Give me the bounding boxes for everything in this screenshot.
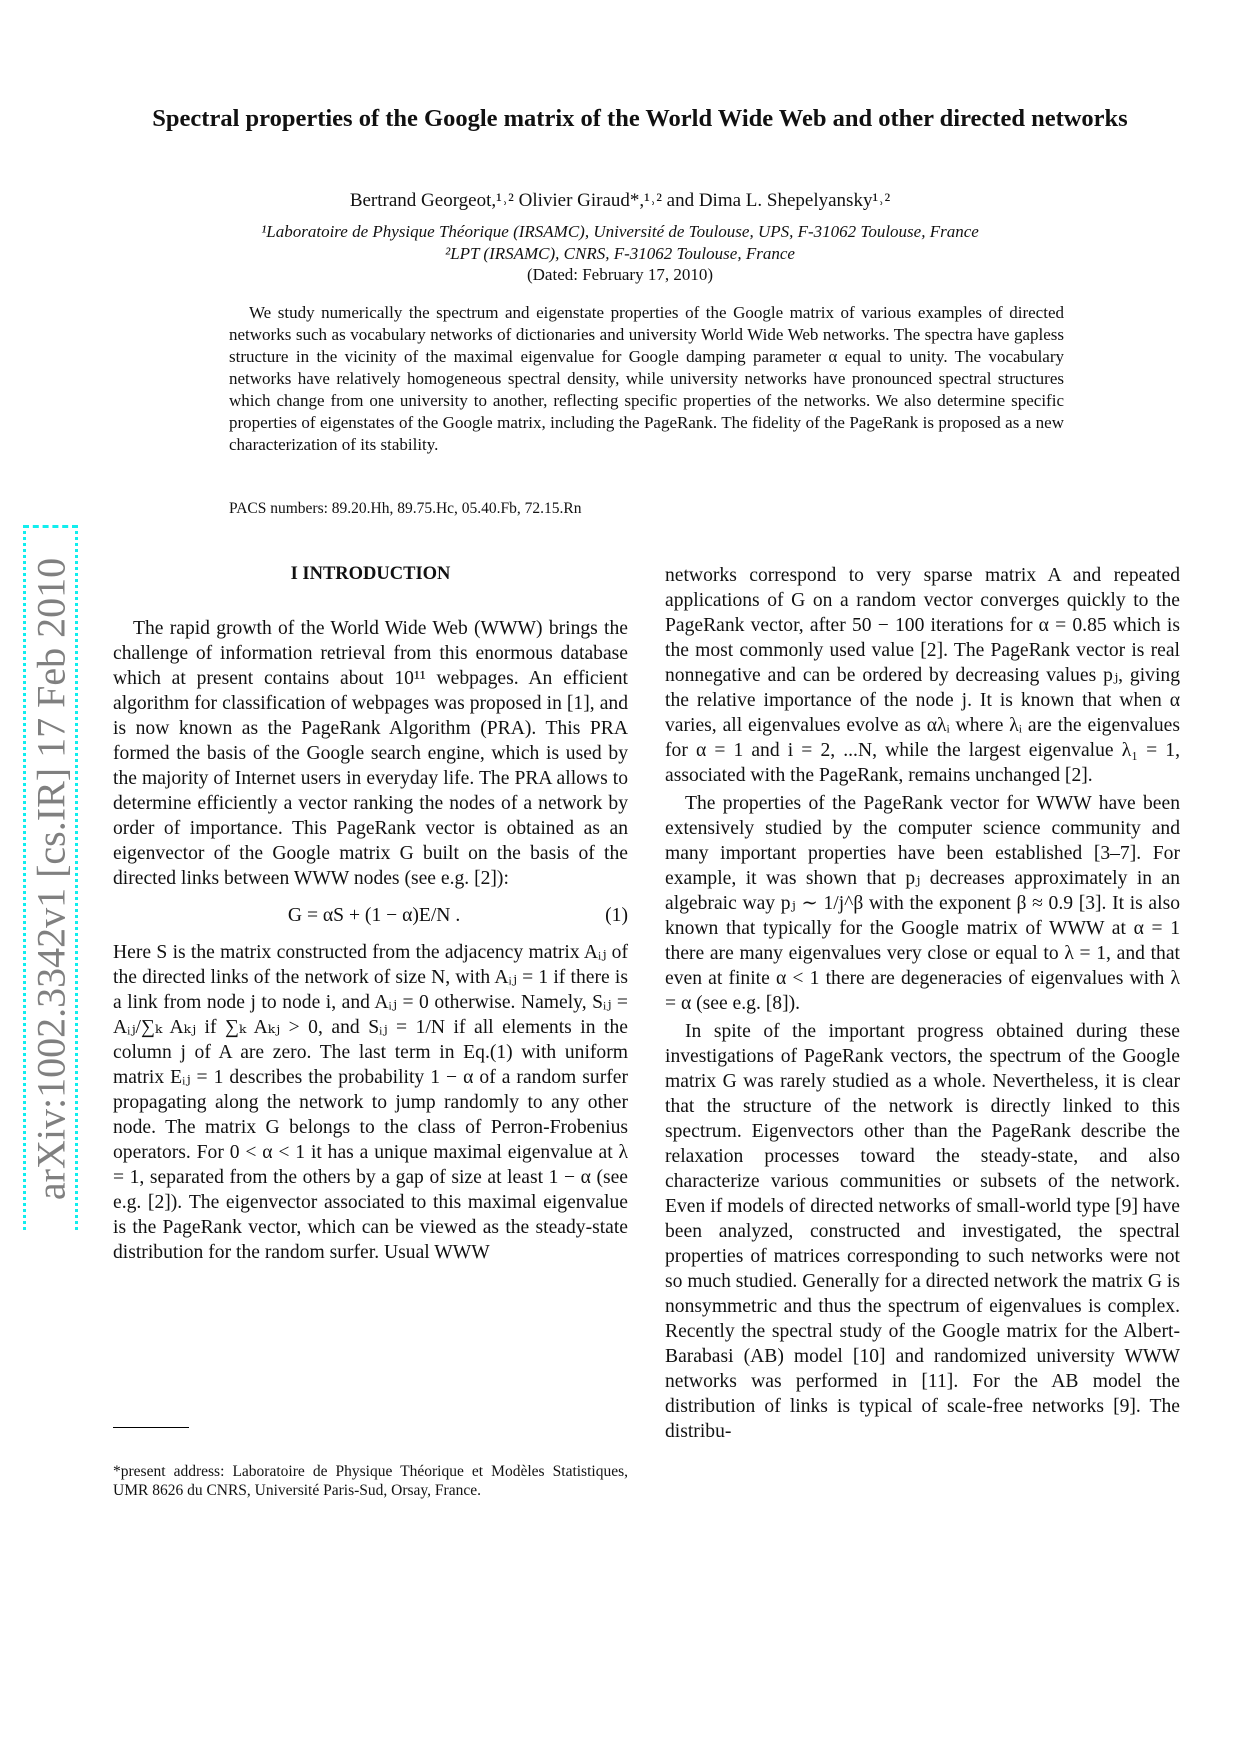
dated: (Dated: February 17, 2010) — [526, 265, 713, 284]
footnote: *present address: Laboratoire de Physique Théorique et Modèles Statistiques, UMR 8626 du CNRS, Université Paris-Sud, Orsay, France. — [113, 1463, 628, 1499]
equation-formula: G = αS + (1 − α)E/N . — [287, 905, 461, 926]
paper-title: Spectral properties of the Google matrix of the World Wide Web and other directed networks — [152, 105, 1128, 132]
paragraph: The rapid growth of the World Wide Web (WWW) brings the challenge of information retrieval from this enormous database which at present contains about 10¹¹ webpages. An efficient algorithm for classification of webpages was proposed in [1], and is now known as the PageRank Algorithm (PRA). This PRA formed the basis of the Google search engine, which is used by the majority of Internet users in everyday life. The PRA allows to determine efficiently a vector ranking the nodes of a network by order of importance. This PageRank vector is obtained as an eigenvector of the Google matrix G built on the basis of the directed links between WWW nodes (see e.g. [2]): — [113, 618, 628, 889]
paragraph: In spite of the important progress obtained during these investigations of PageRank vectors, the spectrum of the Google matrix G was rarely studied as a whole. Nevertheless, it is clear that the structure of the network is directly linked to this spectrum. Eigenvectors other than the PageRank describe the relaxation processes toward the steady-state, and also characterize various communities or subsets of the network. Even if models of directed networks of small-world type [9] have been analyzed, constructed and investigated, the spectral properties of matrices corresponding to such networks were not so much studied. Generally for a directed network the matrix G is nonsymmetric and thus the spectrum of eigenvalues is complex. Recently the spectral study of the Google matrix for the Albert-Barabasi (AB) model [10] and randomized university WWW networks was performed in [11]. For the AB model the distribution of links is typical of scale-free networks [9]. The distribu- — [665, 1021, 1180, 1442]
paragraph: The properties of the PageRank vector for WWW have been extensively studied by the computer science community and many important properties have been established [3–7]. For example, it was shown that pⱼ decreases approximately in an algebraic way pⱼ ∼ 1/j^β with the exponent β ≈ 0.9 [3]. It is also known that typically for the Google matrix of WWW at α = 1 there are many eigenvalues very close or equal to λ = 1, and that even at finite α < 1 there are degeneracies of eigenvalues with λ = α (see e.g. [8]). — [665, 793, 1180, 1014]
arxiv-stamp[interactable] — [23, 525, 78, 1230]
equation-1 — [113, 903, 628, 928]
arxiv-stamp-text: arXiv:1002.3342v1 [cs.IR] 17 Feb 2010 — [28, 557, 73, 1201]
section-heading: I INTRODUCTION — [290, 564, 451, 584]
left-column — [113, 562, 628, 1265]
abstract: We study numerically the spectrum and eigenstate properties of the Google matrix of various examples of directed networks such as vocabulary networks of dictionaries and university World Wide Web networks. The spectra have gapless structure in the vicinity of the maximal eigenvalue for Google damping parameter α equal to unity. The vocabulary networks have relatively homogeneous spectral density, while university networks have pronounced spectral structures which change from one university to another, reflecting specific properties of the networks. We also determine specific properties of eigenstates of the Google matrix, including the PageRank. The fidelity of the PageRank is proposed as a new characterization of its stability. — [229, 303, 1064, 454]
equation-number: (1) — [605, 905, 628, 926]
affiliation-1: ¹Laboratoire de Physique Théorique (IRSAMC), Université de Toulouse, UPS, F-31062 Toulouse, France — [261, 222, 979, 241]
paragraph: networks correspond to very sparse matrix A and repeated applications of G on a random vector converges quickly to the PageRank vector, after 50 − 100 iterations for α = 0.85 which is the most commonly used value [2]. The PageRank vector is real nonnegative and can be ordered by decreasing values pⱼ, giving the relative importance of the node j. It is known that when α varies, all eigenvalues evolve as αλᵢ where λᵢ are the eigenvalues for α = 1 and i = 2, ...N, while the largest eigenvalue λ₁ = 1, associated with the PageRank, remains unchanged [2]. — [665, 565, 1180, 786]
paragraph: Here S is the matrix constructed from the adjacency matrix Aᵢⱼ of the directed links of the network of size N, with Aᵢⱼ = 1 if there is a link from node j to node i, and Aᵢⱼ = 0 otherwise. Namely, Sᵢⱼ = Aᵢⱼ/∑ₖ Aₖⱼ if ∑ₖ Aₖⱼ > 0, and Sᵢⱼ = 1/N if all elements in the column j of A are zero. The last term in Eq.(1) with uniform matrix Eᵢⱼ = 1 describes the probability 1 − α of a random surfer propagating along the network to jump randomly to any other node. The matrix G belongs to the class of Perron-Frobenius operators. For 0 < α < 1 it has a unique maximal eigenvalue at λ = 1, separated from the others by a gap of size at least 1 − α (see e.g. [2]). The eigenvector associated to this maximal eigenvalue is the PageRank vector, which can be viewed as the steady-state distribution for the random surfer. Usual WWW — [113, 942, 628, 1263]
right-column — [665, 563, 1180, 1444]
footnote-rule — [113, 1427, 189, 1428]
affiliation-2: ²LPT (IRSAMC), CNRS, F-31062 Toulouse, France — [445, 244, 795, 263]
authors: Bertrand Georgeot,¹˒² Olivier Giraud*,¹˒² and Dima L. Shepelyansky¹˒² — [349, 190, 891, 211]
pacs-numbers: PACS numbers: 89.20.Hh, 89.75.Hc, 05.40.Fb, 72.15.Rn — [229, 500, 582, 517]
